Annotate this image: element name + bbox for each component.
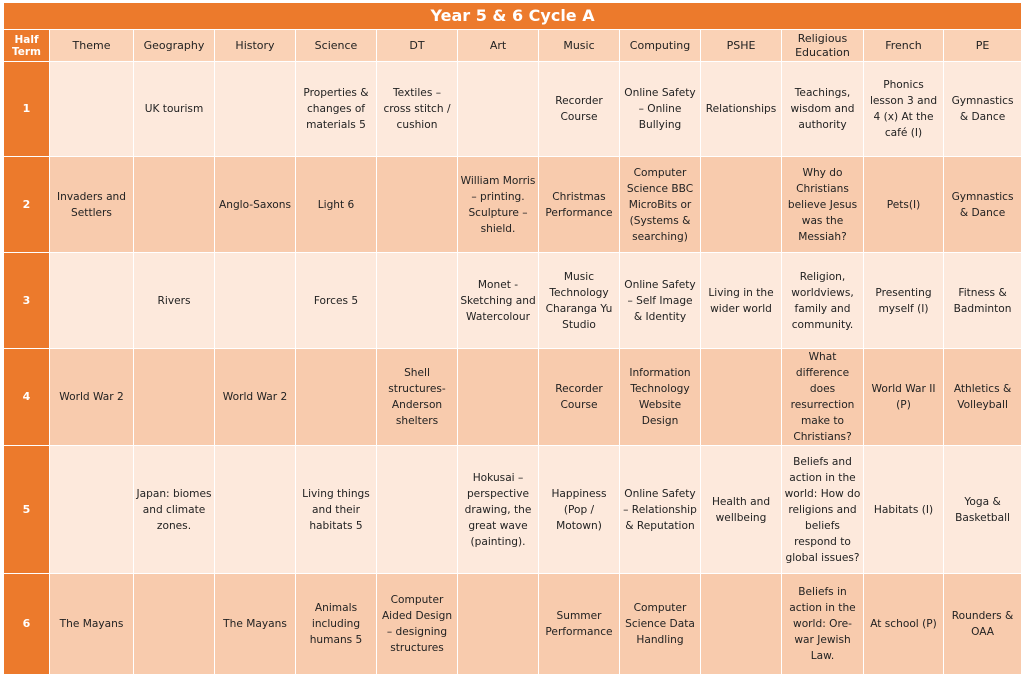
cell-theme: Invaders and Settlers: [50, 157, 134, 253]
cell-theme: The Mayans: [50, 574, 134, 675]
cell-pshe: Relationships: [701, 62, 782, 157]
cell-art: [458, 62, 539, 157]
cell-theme: [50, 253, 134, 349]
cell-dt: [377, 446, 458, 574]
curriculum-table: [3, 2, 1022, 675]
cell-pe: Rounders & OAA: [944, 574, 1022, 675]
cell-art: William Morris – printing. Sculpture – shield.: [458, 157, 539, 253]
cell-pe: Gymnastics & Dance: [944, 157, 1022, 253]
cell-religious-education: What difference does resurrection make to Christians?: [782, 349, 864, 446]
half-term-number: 3: [4, 253, 50, 349]
cell-art: [458, 349, 539, 446]
table-row: [4, 253, 1022, 349]
cell-french: Pets(I): [864, 157, 944, 253]
cell-history: The Mayans: [215, 574, 296, 675]
cell-french: Presenting myself (I): [864, 253, 944, 349]
cell-history: [215, 62, 296, 157]
cell-dt: [377, 157, 458, 253]
header-geography: Geography: [134, 30, 215, 62]
half-term-number: 2: [4, 157, 50, 253]
header-history: History: [215, 30, 296, 62]
cell-dt: Computer Aided Design – designing structures: [377, 574, 458, 675]
cell-computing: Information Technology Website Design: [620, 349, 701, 446]
cell-religious-education: Beliefs in action in the world: Ore-war Jewish Law.: [782, 574, 864, 675]
cell-history: World War 2: [215, 349, 296, 446]
cell-dt: Textiles – cross stitch / cushion: [377, 62, 458, 157]
cell-pshe: [701, 157, 782, 253]
cell-history: [215, 253, 296, 349]
cell-religious-education: Teachings, wisdom and authority: [782, 62, 864, 157]
half-term-number: 1: [4, 62, 50, 157]
cell-pe: Yoga & Basketball: [944, 446, 1022, 574]
header-art: Art: [458, 30, 539, 62]
cell-history: Anglo-Saxons: [215, 157, 296, 253]
cell-religious-education: Beliefs and action in the world: How do religions and beliefs respond to global issues?: [782, 446, 864, 574]
table-title: Year 5 & 6 Cycle A: [4, 3, 1022, 30]
table-row: [4, 349, 1022, 446]
cell-music: Recorder Course: [539, 62, 620, 157]
half-term-number: 6: [4, 574, 50, 675]
cell-science: Forces 5: [296, 253, 377, 349]
cell-art: Monet - Sketching and Watercolour: [458, 253, 539, 349]
cell-french: At school (P): [864, 574, 944, 675]
cell-religious-education: Why do Christians believe Jesus was the Messiah?: [782, 157, 864, 253]
cell-geography: Japan: biomes and climate zones.: [134, 446, 215, 574]
half-term-number: 4: [4, 349, 50, 446]
cell-music: Recorder Course: [539, 349, 620, 446]
cell-french: Habitats (I): [864, 446, 944, 574]
cell-computing: Computer Science Data Handling: [620, 574, 701, 675]
table-row: [4, 446, 1022, 574]
header-theme: Theme: [50, 30, 134, 62]
cell-music: Music Technology Charanga Yu Studio: [539, 253, 620, 349]
cell-computing: Online Safety – Self Image & Identity: [620, 253, 701, 349]
header-pshe: PSHE: [701, 30, 782, 62]
cell-computing: Computer Science BBC MicroBits or (Systems & searching): [620, 157, 701, 253]
cell-science: Light 6: [296, 157, 377, 253]
cell-science: [296, 349, 377, 446]
cell-computing: Online Safety – Online Bullying: [620, 62, 701, 157]
cell-dt: Shell structures- Anderson shelters: [377, 349, 458, 446]
header-music: Music: [539, 30, 620, 62]
header-half-term: Half Term: [4, 30, 50, 62]
table-row: [4, 157, 1022, 253]
cell-geography: UK tourism: [134, 62, 215, 157]
cell-geography: Rivers: [134, 253, 215, 349]
cell-science: Living things and their habitats 5: [296, 446, 377, 574]
cell-pe: Gymnastics & Dance: [944, 62, 1022, 157]
header-row: [4, 30, 1022, 62]
cell-geography: [134, 349, 215, 446]
cell-pshe: [701, 574, 782, 675]
cell-art: [458, 574, 539, 675]
cell-pe: Fitness & Badminton: [944, 253, 1022, 349]
half-term-number: 5: [4, 446, 50, 574]
cell-theme: [50, 446, 134, 574]
cell-computing: Online Safety – Relationship & Reputation: [620, 446, 701, 574]
cell-geography: [134, 157, 215, 253]
cell-theme: [50, 62, 134, 157]
header-science: Science: [296, 30, 377, 62]
cell-music: Christmas Performance: [539, 157, 620, 253]
table-row: [4, 574, 1022, 675]
cell-geography: [134, 574, 215, 675]
curriculum-table-wrapper: [3, 2, 1021, 672]
table-row: [4, 62, 1022, 157]
cell-history: [215, 446, 296, 574]
cell-pshe: Health and wellbeing: [701, 446, 782, 574]
cell-french: World War II (P): [864, 349, 944, 446]
cell-theme: World War 2: [50, 349, 134, 446]
cell-pshe: [701, 349, 782, 446]
cell-french: Phonics lesson 3 and 4 (x) At the café (I): [864, 62, 944, 157]
cell-pshe: Living in the wider world: [701, 253, 782, 349]
header-french: French: [864, 30, 944, 62]
cell-science: Properties & changes of materials 5: [296, 62, 377, 157]
header-pe: PE: [944, 30, 1022, 62]
cell-religious-education: Religion, worldviews, family and community.: [782, 253, 864, 349]
cell-dt: [377, 253, 458, 349]
header-dt: DT: [377, 30, 458, 62]
cell-music: Happiness (Pop / Motown): [539, 446, 620, 574]
cell-science: Animals including humans 5: [296, 574, 377, 675]
cell-art: Hokusai – perspective drawing, the great wave (painting).: [458, 446, 539, 574]
header-computing: Computing: [620, 30, 701, 62]
cell-music: Summer Performance: [539, 574, 620, 675]
cell-pe: Athletics & Volleyball: [944, 349, 1022, 446]
header-religious-education: Religious Education: [782, 30, 864, 62]
